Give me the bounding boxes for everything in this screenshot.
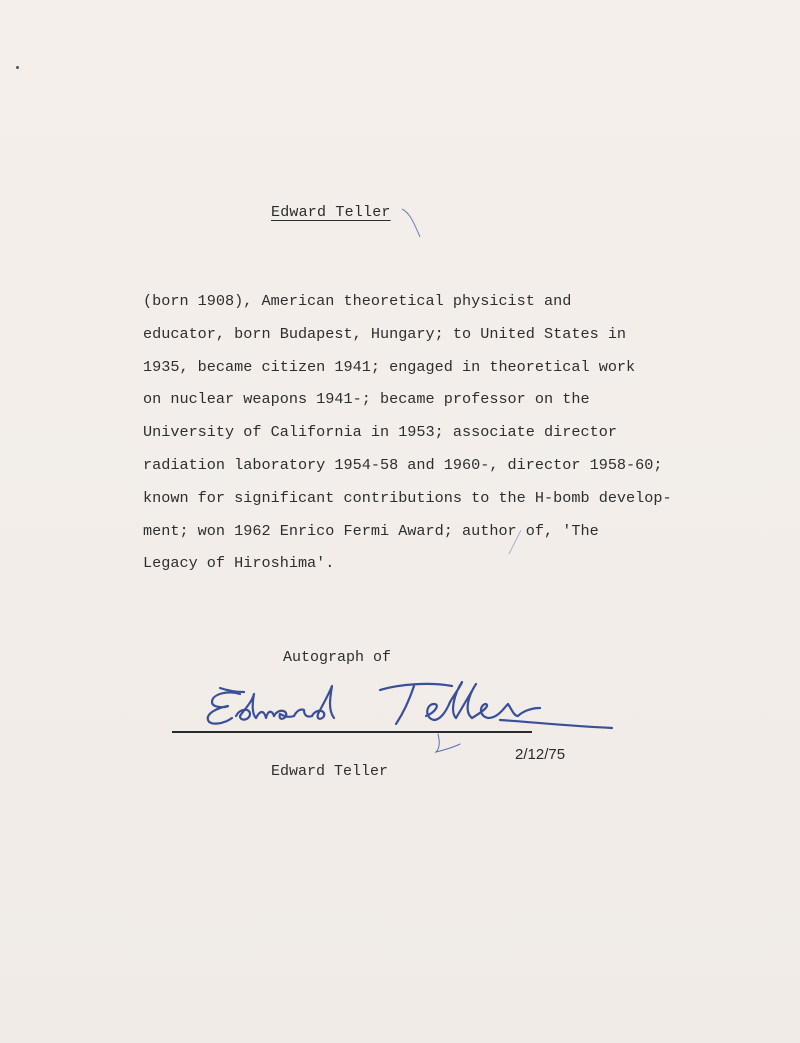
body-line: Legacy of Hiroshima'. — [143, 554, 335, 573]
body-line: 1935, became citizen 1941; engaged in theoretical work — [143, 357, 636, 376]
body-line: (born 1908), American theoretical physicist and — [143, 292, 572, 310]
pen-mark — [398, 205, 428, 240]
document-title: Edward Teller — [271, 204, 391, 221]
body-line: educator, born Budapest, Hungary; to United States in — [143, 324, 627, 343]
biography-paragraph — [143, 285, 733, 580]
body-line: ment; won 1962 Enrico Fermi Award; author of, 'The — [143, 521, 599, 540]
typed-name: Edward Teller — [271, 763, 389, 780]
body-line: University of California in 1953; associate director — [143, 423, 617, 442]
margin-mark — [16, 66, 19, 69]
signature-date: 2/12/75 — [515, 746, 566, 763]
autograph-label: Autograph of — [283, 649, 392, 666]
body-line: on nuclear weapons 1941-; became professor on the — [143, 390, 590, 409]
body-line: radiation laboratory 1954-58 and 1960-, director 1958-60; — [143, 455, 663, 474]
body-line: known for significant contributions to the H-bomb develop- — [143, 488, 672, 507]
